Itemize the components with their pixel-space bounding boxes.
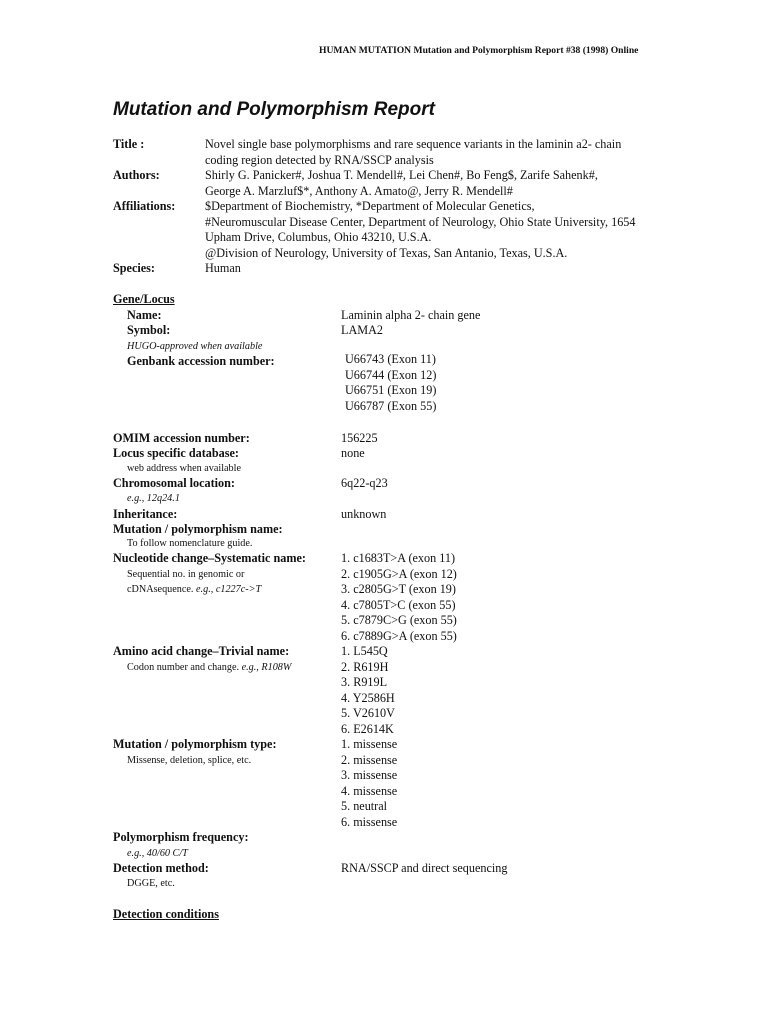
mut-type-item: 2. missense <box>341 752 398 767</box>
aa-change-item: 6. E2614K <box>341 721 394 736</box>
nuc-change-item: 2. c1905G>A (exon 12) <box>341 566 457 581</box>
inheritance-value: unknown <box>341 507 387 521</box>
mut-name-label: Mutation / polymorphism name: <box>113 522 283 536</box>
genbank-label: Genbank accession number: <box>127 354 275 368</box>
chrom-label: Chromosomal location: <box>113 476 235 490</box>
nuc-change-item: 1. c1683T>A (exon 11) <box>341 551 456 565</box>
authors-value <box>205 168 598 199</box>
authors-line: George A. Marzluf$*, Anthony A. Amato@, Jerry R. Mendell# <box>205 183 513 198</box>
report-title: Mutation and Polymorphism Report <box>113 99 435 120</box>
genbank-list <box>345 352 436 414</box>
gene-symbol-value: LAMA2 <box>341 323 383 337</box>
authors-line: Shirly G. Panicker#, Joshua T. Mendell#, Lei Chen#, Bo Feng$, Zarife Sahenk#, <box>205 168 598 182</box>
title-value <box>205 137 621 168</box>
gene-locus-heading: Gene/Locus <box>113 292 175 306</box>
aa-change-list <box>341 644 395 737</box>
mut-name-hint: To follow nomenclature guide. <box>127 538 253 549</box>
locus-db-hint: web address when available <box>127 463 241 474</box>
nuc-change-hint-example: e.g., c1227c->T <box>196 584 262 595</box>
poly-freq-label: Polymorphism frequency: <box>113 830 249 844</box>
species-value: Human <box>205 261 241 275</box>
locus-db-label: Locus specific database: <box>113 446 239 460</box>
aa-change-item: 5. V2610V <box>341 706 395 720</box>
aa-change-label: Amino acid change–Trivial name: <box>113 644 290 658</box>
title-label: Title : <box>113 137 145 151</box>
mut-type-item: 1. missense <box>341 737 398 751</box>
nuc-change-item: 5. c7879C>G (exon 55) <box>341 613 457 627</box>
poly-freq-hint: e.g., 40/60 C/T <box>127 848 188 859</box>
detection-method-hint: DGGE, etc. <box>127 878 175 889</box>
aa-change-hint <box>127 661 291 674</box>
nuc-change-item: 6. c7889G>A (exon 55) <box>341 628 457 643</box>
gene-name-value: Laminin alpha 2- chain gene <box>341 308 481 322</box>
aa-change-hint-example: e.g., R108W <box>241 662 292 673</box>
nuc-change-hint-text: cDNAsequence. <box>127 584 197 595</box>
mut-type-item: 4. missense <box>341 783 398 798</box>
affiliation-line: Upham Drive, Columbus, Ohio 43210, U.S.A. <box>205 230 432 244</box>
mut-type-item: 6. missense <box>341 814 398 829</box>
nuc-change-label: Nucleotide change–Systematic name: <box>113 551 306 565</box>
detection-conditions-heading: Detection conditions <box>113 907 219 921</box>
aa-change-item: 1. L545Q <box>341 644 388 658</box>
nuc-change-item: 4. c7805T>C (exon 55) <box>341 597 456 612</box>
genbank-item: U66743 (Exon 11) <box>345 352 436 366</box>
nuc-change-hint-1: Sequential no. in genomic or <box>127 569 245 580</box>
chrom-hint: e.g., 12q24.1 <box>127 493 180 504</box>
detection-method-value: RNA/SSCP and direct sequencing <box>341 861 508 875</box>
affiliation-line: $Department of Biochemistry, *Department of Molecular Genetics, <box>205 199 535 213</box>
omim-label: OMIM accession number: <box>113 431 250 445</box>
species-label: Species: <box>113 261 155 275</box>
genbank-item: U66744 (Exon 12) <box>345 367 437 382</box>
gene-name-label: Name: <box>127 308 162 322</box>
affiliations-value <box>205 199 635 261</box>
aa-change-item: 4. Y2586H <box>341 690 395 705</box>
aa-change-item: 2. R619H <box>341 659 389 674</box>
detection-method-label: Detection method: <box>113 861 209 875</box>
nuc-change-hint-2 <box>127 583 261 596</box>
aa-change-hint-text: Codon number and change. <box>127 662 242 673</box>
nuc-change-list <box>341 551 457 644</box>
affiliation-line: @Division of Neurology, University of Texas, San Antanio, Texas, U.S.A. <box>205 245 568 260</box>
title-line: Novel single base polymorphisms and rare sequence variants in the laminin a2- chain <box>205 137 622 151</box>
omim-value: 156225 <box>341 431 378 445</box>
locus-db-value: none <box>341 446 365 460</box>
gene-symbol-label: Symbol: <box>127 323 171 337</box>
inheritance-label: Inheritance: <box>113 507 178 521</box>
authors-label: Authors: <box>113 168 160 182</box>
genbank-item: U66787 (Exon 55) <box>345 398 437 413</box>
mut-type-list <box>341 737 397 830</box>
mut-type-hint: Missense, deletion, splice, etc. <box>127 755 252 766</box>
mut-type-label: Mutation / polymorphism type: <box>113 737 277 751</box>
running-header: HUMAN MUTATION Mutation and Polymorphism Report #38 (1998) Online <box>319 45 639 56</box>
gene-symbol-hint: HUGO-approved when available <box>127 341 263 352</box>
aa-change-item: 3. R919L <box>341 675 388 689</box>
mut-type-item: 3. missense <box>341 768 398 782</box>
genbank-item: U66751 (Exon 19) <box>345 383 437 397</box>
mut-type-item: 5. neutral <box>341 799 388 813</box>
chrom-value: 6q22-q23 <box>341 476 388 490</box>
title-line: coding region detected by RNA/SSCP analysis <box>205 152 434 167</box>
nuc-change-item: 3. c2805G>T (exon 19) <box>341 582 456 596</box>
affiliations-label: Affiliations: <box>113 199 176 213</box>
affiliation-line: #Neuromuscular Disease Center, Department of Neurology, Ohio State University, 1654 <box>205 214 636 229</box>
